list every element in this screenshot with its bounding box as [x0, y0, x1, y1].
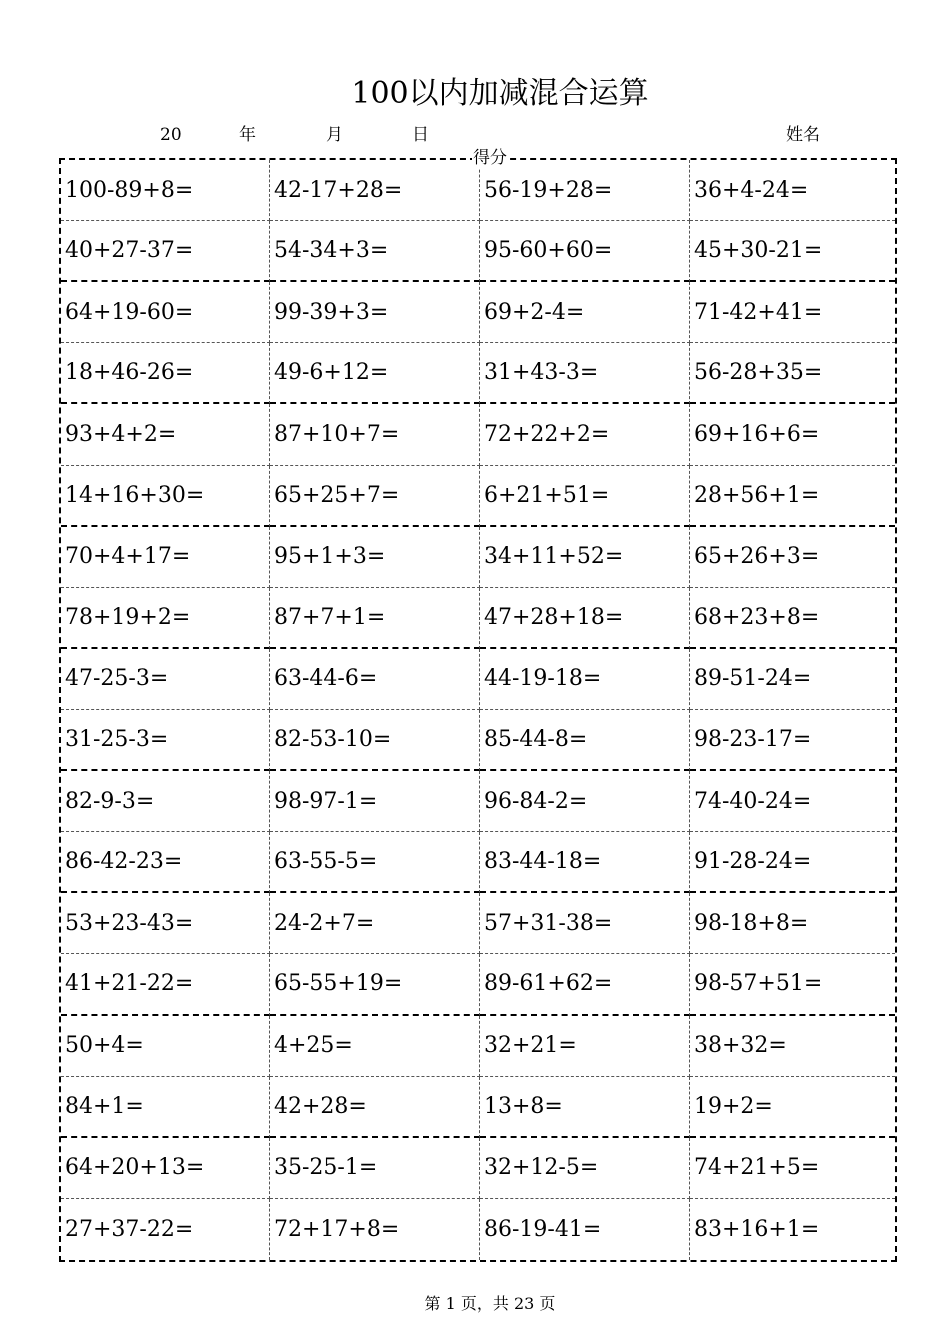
- problem-cell: 89-51-24=: [690, 649, 895, 710]
- problem-cell: 6+21+51=: [480, 466, 690, 527]
- problem-cell: 84+1=: [61, 1077, 270, 1138]
- problem-cell: 54-34+3=: [270, 221, 480, 282]
- problem-cell: 35-25-1=: [270, 1138, 480, 1199]
- problem-cell: 31+43-3=: [480, 343, 690, 404]
- year-prefix-label: 20: [160, 125, 182, 145]
- problem-cell: 74-40-24=: [690, 771, 895, 832]
- problem-cell: 42-17+28=: [270, 160, 480, 221]
- problem-cell: 70+4+17=: [61, 527, 270, 588]
- page-title: 100以内加减混合运算: [351, 76, 649, 111]
- problem-cell: 34+11+52=: [480, 527, 690, 588]
- problem-cell: 71-42+41=: [690, 282, 895, 343]
- problem-cell: 27+37-22=: [61, 1199, 270, 1260]
- problem-cell: 40+27-37=: [61, 221, 270, 282]
- problem-cell: 72+17+8=: [270, 1199, 480, 1260]
- problem-cell: 87+10+7=: [270, 404, 480, 465]
- problem-cell: 4+25=: [270, 1016, 480, 1077]
- problem-cell: 13+8=: [480, 1077, 690, 1138]
- problem-cell: 63-44-6=: [270, 649, 480, 710]
- problem-cell: 45+30-21=: [690, 221, 895, 282]
- problem-cell: 31-25-3=: [61, 710, 270, 771]
- problem-cell: 68+23+8=: [690, 588, 895, 649]
- problem-cell: 83-44-18=: [480, 832, 690, 893]
- problem-cell: 18+46-26=: [61, 343, 270, 404]
- score-label: 得分: [473, 148, 507, 168]
- problem-cell: 98-57+51=: [690, 954, 895, 1015]
- problem-cell: 14+16+30=: [61, 466, 270, 527]
- problem-cell: 98-97-1=: [270, 771, 480, 832]
- problem-cell: 65+26+3=: [690, 527, 895, 588]
- problem-cell: 47+28+18=: [480, 588, 690, 649]
- problem-cell: 91-28-24=: [690, 832, 895, 893]
- problem-cell: 19+2=: [690, 1077, 895, 1138]
- page-footer: 第 1 页，共 23 页: [424, 1294, 556, 1313]
- problem-cell: 72+22+2=: [480, 404, 690, 465]
- problem-cell: 98-23-17=: [690, 710, 895, 771]
- problem-cell: 69+2-4=: [480, 282, 690, 343]
- problem-cell: 82-9-3=: [61, 771, 270, 832]
- problem-cell: 74+21+5=: [690, 1138, 895, 1199]
- problem-cell: 42+28=: [270, 1077, 480, 1138]
- problem-cell: 44-19-18=: [480, 649, 690, 710]
- problem-cell: 41+21-22=: [61, 954, 270, 1015]
- name-label: 姓名: [786, 125, 820, 145]
- problem-cell: 96-84-2=: [480, 771, 690, 832]
- problem-cell: 53+23-43=: [61, 893, 270, 954]
- problem-cell: 56-28+35=: [690, 343, 895, 404]
- problem-cell: 64+19-60=: [61, 282, 270, 343]
- problem-cell: 56-19+28=: [480, 160, 690, 221]
- problem-cell: 64+20+13=: [61, 1138, 270, 1199]
- problem-cell: 38+32=: [690, 1016, 895, 1077]
- problem-cell: 65-55+19=: [270, 954, 480, 1015]
- problem-cell: 57+31-38=: [480, 893, 690, 954]
- problem-cell: 100-89+8=: [61, 160, 270, 221]
- problem-cell: 86-42-23=: [61, 832, 270, 893]
- problem-cell: 24-2+7=: [270, 893, 480, 954]
- problem-cell: 47-25-3=: [61, 649, 270, 710]
- problem-cell: 69+16+6=: [690, 404, 895, 465]
- problem-cell: 36+4-24=: [690, 160, 895, 221]
- problem-cell: 63-55-5=: [270, 832, 480, 893]
- problem-cell: 99-39+3=: [270, 282, 480, 343]
- problem-cell: 83+16+1=: [694, 1216, 820, 1242]
- problem-cell: 82-53-10=: [270, 710, 480, 771]
- problem-cell: 32+21=: [480, 1016, 690, 1077]
- problem-cell: 32+12-5=: [480, 1138, 690, 1199]
- problem-cell: 78+19+2=: [61, 588, 270, 649]
- problem-cell: 65+25+7=: [270, 466, 480, 527]
- problem-cell: 95+1+3=: [270, 527, 480, 588]
- problem-grid: [59, 158, 897, 1262]
- problem-cell: 95-60+60=: [480, 221, 690, 282]
- problem-cell: 85-44-8=: [480, 710, 690, 771]
- problem-cell: 49-6+12=: [270, 343, 480, 404]
- problem-cell: 50+4=: [61, 1016, 270, 1077]
- problem-cell: 86-19-41=: [480, 1199, 690, 1260]
- problem-cell: 98-18+8=: [690, 893, 895, 954]
- problem-cell: 87+7+1=: [270, 588, 480, 649]
- year-label: 年: [239, 125, 256, 145]
- problem-cell: 89-61+62=: [480, 954, 690, 1015]
- problem-cell: 28+56+1=: [690, 466, 895, 527]
- day-label: 日: [412, 125, 429, 145]
- month-label: 月: [326, 125, 343, 145]
- problem-cell: 93+4+2=: [61, 404, 270, 465]
